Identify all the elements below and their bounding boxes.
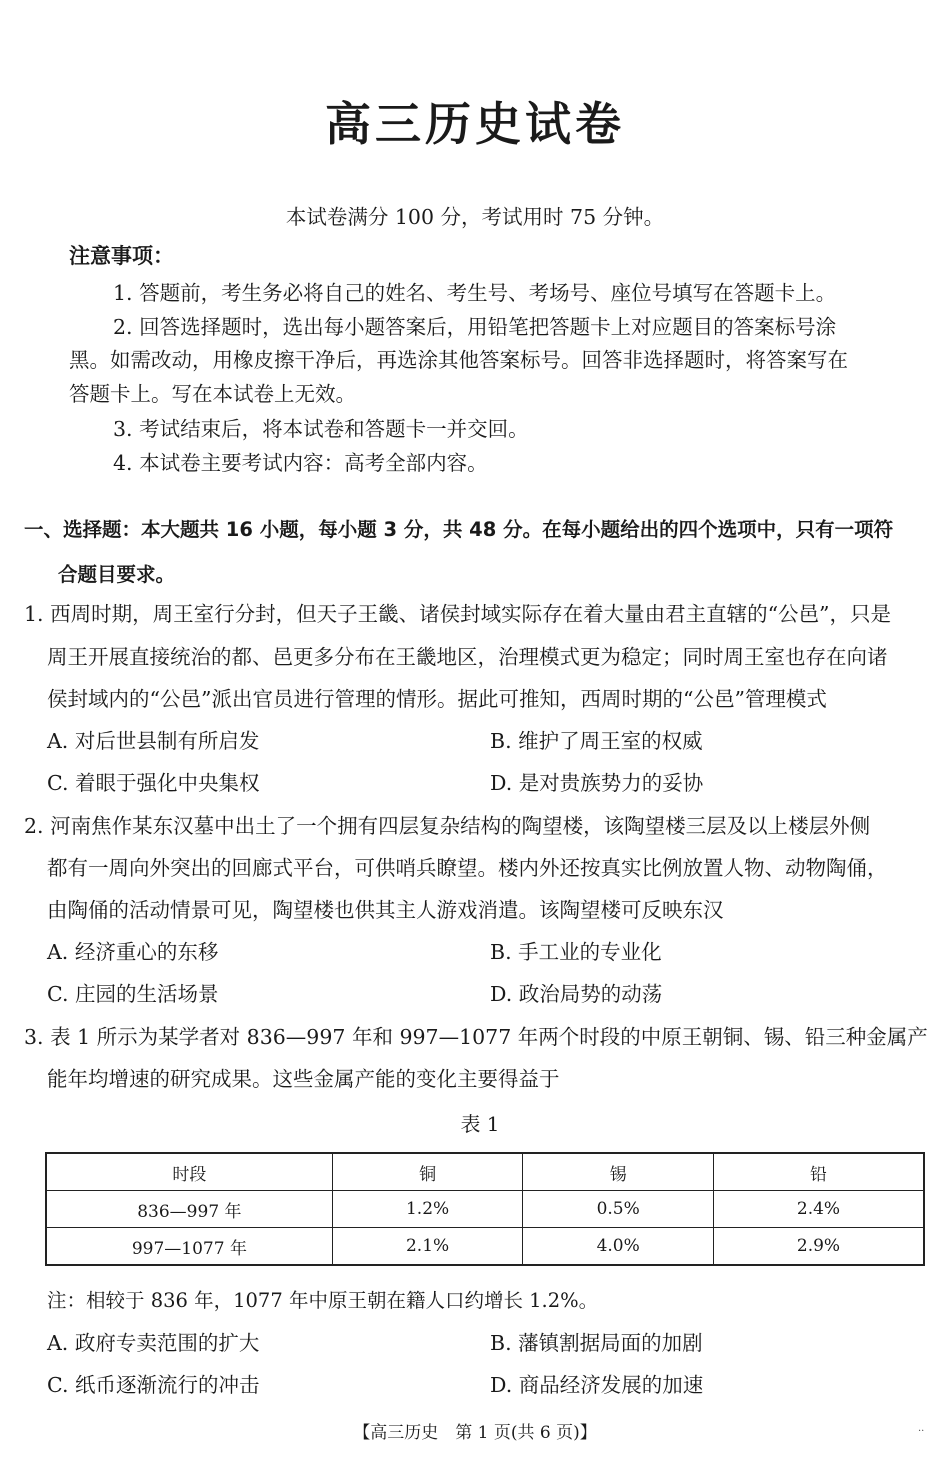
table-note: 注：相较于 836 年，1077 年中原王朝在籍人口约增长 1.2%。 [47,1289,599,1312]
section-heading: 一、选择题：本大题共 16 小题，每小题 3 分，共 48 分。在每小题给出的四个选项中，只有一项符 [24,518,894,541]
table-cell: 997—1077 年 [46,1228,332,1266]
table-header-cell: 时段 [46,1153,332,1191]
notice-line: 3. 考试结束后，将本试卷和答题卡一并交回。 [113,417,529,441]
question-3-stem: 3. 表 1 所示为某学者对 836—997 年和 997—1077 年两个时段的中原王朝铜、锡、铅三种金属产 [24,1025,928,1049]
table-cell: 2.4% [713,1191,924,1228]
question-2-stem: 由陶俑的活动情景可见，陶望楼也供其主人游戏消遣。该陶望楼可反映东汉 [47,898,724,922]
notice-line: 2. 回答选择题时，选出每小题答案后，用铅笔把答题卡上对应题目的答案标号涂 [113,315,837,339]
question-1-stem: 周王开展直接统治的都、邑更多分布在王畿地区，治理模式更为稳定；同时周王室也存在向诸 [47,645,888,669]
table-header-cell: 锡 [523,1153,714,1191]
score-note: 本试卷满分 100 分，考试用时 75 分钟。 [285,205,665,229]
question-2-option-a[interactable]: A. 经济重心的东移 [47,940,219,964]
question-1-option-d[interactable]: D. 是对贵族势力的妥协 [490,771,704,795]
data-table [45,1152,925,1266]
table-cell: 1.2% [332,1191,523,1228]
question-1-stem: 侯封域内的“公邑”派出官员进行管理的情形。据此可推知，西周时期的“公邑”管理模式 [47,687,827,711]
table-header-cell: 铅 [713,1153,924,1191]
table-cell: 836—997 年 [46,1191,332,1228]
table-header-cell: 铜 [332,1153,523,1191]
question-2-option-d[interactable]: D. 政治局势的动荡 [490,982,663,1006]
table-header-row [46,1153,924,1191]
question-3-option-a[interactable]: A. 政府专卖范围的扩大 [47,1331,260,1355]
question-2-stem: 2. 河南焦作某东汉墓中出土了一个拥有四层复杂结构的陶望楼，该陶望楼三层及以上楼层外侧 [24,814,871,838]
question-2-stem: 都有一周向外突出的回廊式平台，可供哨兵瞭望。楼内外还按真实比例放置人物、动物陶俑， [47,856,888,880]
table-row [46,1191,924,1228]
table-cell: 2.9% [713,1228,924,1266]
table-cell: 4.0% [523,1228,714,1266]
corner-mark: ·· [918,1426,925,1437]
notice-line: 黑。如需改动，用橡皮擦干净后，再选涂其他答案标号。回答非选择题时，将答案写在 [69,348,848,372]
question-1-option-b[interactable]: B. 维护了周王室的权威 [490,729,703,753]
table-cell: 2.1% [332,1228,523,1266]
section-heading-cont: 合题目要求。 [58,563,176,586]
table-caption: 表 1 [460,1112,500,1136]
question-2-option-b[interactable]: B. 手工业的专业化 [490,940,662,964]
table-row [46,1228,924,1266]
question-1-stem: 1. 西周时期，周王室行分封，但天子王畿、诸侯封域实际存在着大量由君主直辖的“公邑”，只是 [24,602,892,626]
notice-line: 1. 答题前，考生务必将自己的姓名、考生号、考场号、座位号填写在答题卡上。 [113,281,837,305]
question-1-option-a[interactable]: A. 对后世县制有所启发 [47,729,260,753]
question-3-option-d[interactable]: D. 商品经济发展的加速 [490,1373,704,1397]
question-3-stem: 能年均增速的研究成果。这些金属产能的变化主要得益于 [47,1067,560,1091]
question-3-option-c[interactable]: C. 纸币逐渐流行的冲击 [47,1373,260,1397]
notice-line: 4. 本试卷主要考试内容：高考全部内容。 [113,451,488,475]
notice-heading: 注意事项： [69,244,174,268]
question-3-option-b[interactable]: B. 藩镇割据局面的加剧 [490,1331,703,1355]
page-footer: 【高三历史 第 1 页(共 6 页)】 [353,1423,597,1443]
notice-line: 答题卡上。写在本试卷上无效。 [69,382,356,406]
question-2-option-c[interactable]: C. 庄园的生活场景 [47,982,219,1006]
page-title: 高三历史试卷 [325,97,625,151]
question-1-option-c[interactable]: C. 着眼于强化中央集权 [47,771,260,795]
table-cell: 0.5% [523,1191,714,1228]
